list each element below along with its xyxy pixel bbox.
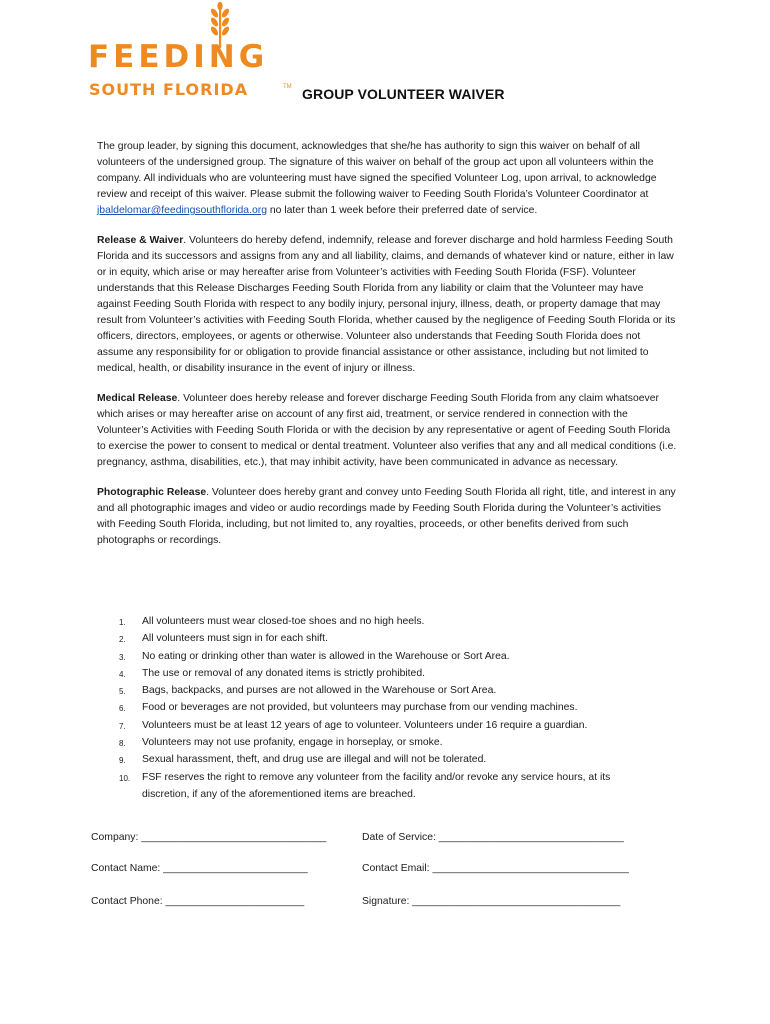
list-item-number: 1. bbox=[119, 618, 126, 627]
list-item-number: 9. bbox=[119, 756, 126, 766]
list-item bbox=[97, 648, 657, 665]
list-item bbox=[97, 751, 657, 768]
form-row-company bbox=[91, 832, 691, 848]
list-item bbox=[97, 630, 657, 647]
list-item-number: 7. bbox=[119, 721, 126, 731]
contact-email-field[interactable]: Contact Email: __________________________________ bbox=[362, 863, 629, 874]
intro-paragraph bbox=[97, 139, 679, 219]
list-item-text: Sexual harassment, theft, and drug use are illegal and will not be tolerated. bbox=[142, 754, 487, 766]
list-item-text: Volunteers may not use profanity, engage in horseplay, or smoke. bbox=[142, 737, 443, 749]
list-item bbox=[97, 699, 657, 716]
medical-release-heading: Medical Release bbox=[97, 393, 178, 404]
volunteer-rules-list bbox=[97, 613, 657, 803]
list-item-text: Volunteers must be at least 12 years of age to volunteer. Volunteers under 16 require a guardian. bbox=[142, 719, 588, 731]
list-item-text: FSF reserves the right to remove any volunteer from the facility and/or revoke any service hours, at its discretion, if any of the aforementioned items are breached. bbox=[142, 771, 611, 800]
list-item bbox=[97, 734, 657, 751]
waiver-body bbox=[97, 139, 679, 563]
medical-release-paragraph bbox=[97, 391, 679, 471]
company-field[interactable]: Company: ________________________________ bbox=[91, 832, 327, 843]
list-item-text: The use or removal of any donated items is strictly prohibited. bbox=[142, 667, 425, 679]
medical-release-text: . Volunteer does hereby release and forever discharge Feeding South Florida from any claim whatsoever which arises or may hereafter arise on account of any first aid, treatment, or service rendered in connection with the Volunteer’s Activities with Feeding South Florida or with the decision by any representative or agent of Feeding South Florida to exercise the power to consent to medical or dental treatment. Volunteer also verifies that any and all medical conditions (i.e. pregnancy, asthma, disabilities, etc.), that may inhibit activity, have been communicated in advance as necessary. bbox=[97, 393, 677, 468]
list-item bbox=[97, 613, 657, 630]
page-title: GROUP VOLUNTEER WAIVER bbox=[302, 86, 505, 102]
contact-phone-field[interactable]: Contact Phone: ________________________ bbox=[91, 896, 305, 907]
intro-text-end: no later than 1 week before their preferred date of service. bbox=[266, 205, 538, 216]
coordinator-email-link[interactable]: jbaldelomar@feedingsouthflorida.org bbox=[97, 205, 267, 216]
list-item-number: 10. bbox=[119, 773, 131, 783]
list-item-number: 3. bbox=[119, 652, 126, 662]
contact-name-field[interactable]: Contact Name: _________________________ bbox=[91, 863, 308, 874]
logo-wordmark-feeding: FEEDING bbox=[88, 39, 269, 75]
photographic-release-heading: Photographic Release bbox=[97, 487, 207, 498]
photographic-release-paragraph bbox=[97, 485, 679, 549]
list-item bbox=[97, 769, 657, 804]
date-of-service-field[interactable]: Date of Service: ________________________________ bbox=[362, 832, 624, 843]
list-item-text: No eating or drinking other than water is allowed in the Warehouse or Sort Area. bbox=[142, 650, 510, 662]
list-item-number: 6. bbox=[119, 704, 126, 714]
release-waiver-paragraph bbox=[97, 233, 679, 377]
photographic-release-text: . Volunteer does hereby grant and convey unto Feeding South Florida all right, title, and interest in any and all photographic images and video or audio recordings made by Feeding South Florida during the Volunteer’s activities with Feeding South Florida, including, but not limited to, any royalties, proceeds, or other benefits derived from such photographs or recordings. bbox=[97, 487, 676, 546]
release-waiver-heading: Release & Waiver bbox=[97, 235, 184, 246]
list-item-number: 4. bbox=[119, 669, 126, 679]
intro-text: The group leader, by signing this document, acknowledges that she/he has authority to sign this waiver on behalf of all volunteers of the undersigned group. The signature of this waiver on behalf of the group act upon all volunteers within the company. All individuals who are volunteering must have signed the specified Volunteer Log, upon arrival, to acknowledge review and receipt of this waiver. Please submit the following waiver to Feeding South Florida’s Volunteer Coordinator at bbox=[97, 141, 657, 200]
list-item-text: Bags, backpacks, and purses are not allowed in the Warehouse or Sort Area. bbox=[142, 685, 497, 697]
list-item-number: 2. bbox=[119, 635, 126, 645]
list-item-number: 5. bbox=[119, 687, 126, 697]
form-row-phone bbox=[91, 896, 691, 912]
list-item bbox=[97, 717, 657, 734]
list-item-text: All volunteers must wear closed-toe shoes and no high heels. bbox=[142, 616, 425, 627]
signature-field[interactable]: Signature: ____________________________________ bbox=[362, 896, 621, 907]
list-item bbox=[97, 682, 657, 699]
feeding-south-florida-logo bbox=[88, 2, 298, 102]
list-item-text: Food or beverages are not provided, but volunteers may purchase from our vending machines. bbox=[142, 702, 578, 714]
list-item-number: 8. bbox=[119, 739, 126, 749]
form-row-contact bbox=[91, 863, 691, 879]
logo-wordmark-south-florida: SOUTH FLORIDA bbox=[89, 80, 249, 99]
logo-trademark: TM bbox=[283, 84, 292, 90]
list-item bbox=[97, 665, 657, 682]
release-waiver-text: . Volunteers do hereby defend, indemnify, release and forever discharge and hold harmless Feeding South Florida and its successors and assigns from any and all liability, claims, and demands of whatever kind or nature, either in law or in equity, which arise or may hereafter arise from Volunteer’s activities with Feeding South Florida (FSF). Volunteer understands that this Release Discharges Feeding South Florida from any liability or claim that the Volunteer may have against Feeding South Florida with respect to any bodily injury, personal injury, illness, death, or property damage that may result from Volunteer’s activities with Feeding South Florida, whether caused by the negligence of Feeding South Florida or its officers, directors, employees, or agents or otherwise. Volunteer also understands that Feeding South Florida does not assume any responsibility for or obligation to provide financial assistance or other assistance, including but not limited to medical, health, or disability insurance in the event of injury or illness. bbox=[97, 235, 676, 374]
list-item-text: All volunteers must sign in for each shift. bbox=[142, 633, 328, 645]
